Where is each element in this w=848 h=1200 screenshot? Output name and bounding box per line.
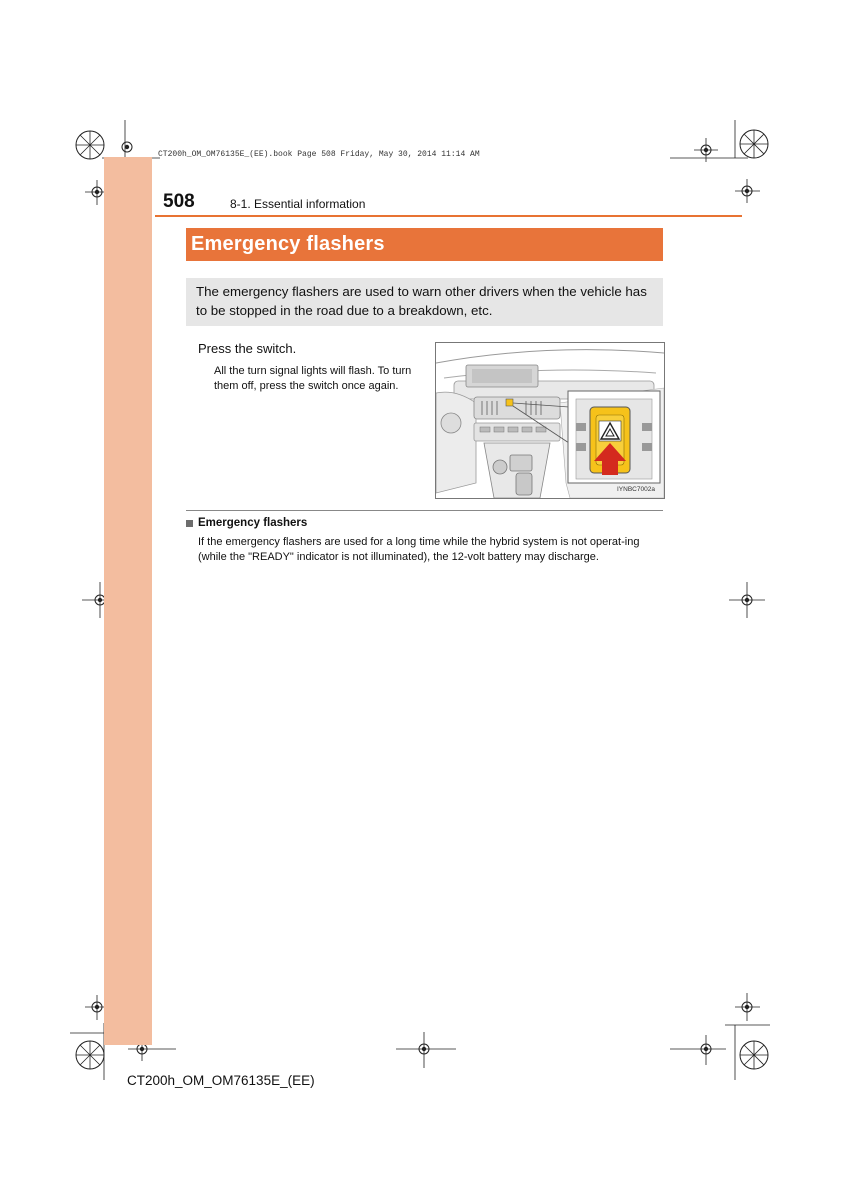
registration-mark-top-right	[670, 120, 770, 210]
note-bullet-icon	[186, 520, 193, 527]
print-header: CT200h_OM_OM76135E_(EE).book Page 508 Friday, May 30, 2014 11:14 AM	[158, 150, 480, 159]
note-divider	[186, 510, 663, 511]
dashboard-drawing	[436, 343, 664, 498]
note-body: If the emergency flashers are used for a long time while the hybrid system is not operat-ing (while the "READY" indicator is not illuminated), the 12-volt battery may discharge.	[198, 536, 640, 563]
step-note: All the turn signal lights will flash. To turn them off, press the switch once again.	[214, 365, 412, 392]
registration-mark-bottom-right	[670, 965, 770, 1080]
note-title: Emergency flashers	[198, 517, 308, 529]
registration-mark-mid-right	[727, 580, 767, 620]
dashboard-illustration	[435, 342, 665, 499]
footer-code: CT200h_OM_OM76135E_(EE)	[127, 1073, 315, 1088]
registration-mark-bottom-center	[396, 1030, 456, 1070]
figure-code: IYNBC7002a	[617, 486, 655, 493]
side-tab-strip	[104, 157, 152, 1045]
page-title: Emergency flashers	[191, 233, 385, 255]
page-number: 508	[163, 191, 195, 212]
header-rule	[155, 215, 742, 217]
section-title: 8-1. Essential information	[230, 197, 366, 211]
intro-text: The emergency flashers are used to warn other drivers when the vehicle has to be stopped in the road due to a breakdown, etc.	[196, 284, 647, 318]
step-instruction: Press the switch.	[198, 341, 297, 356]
